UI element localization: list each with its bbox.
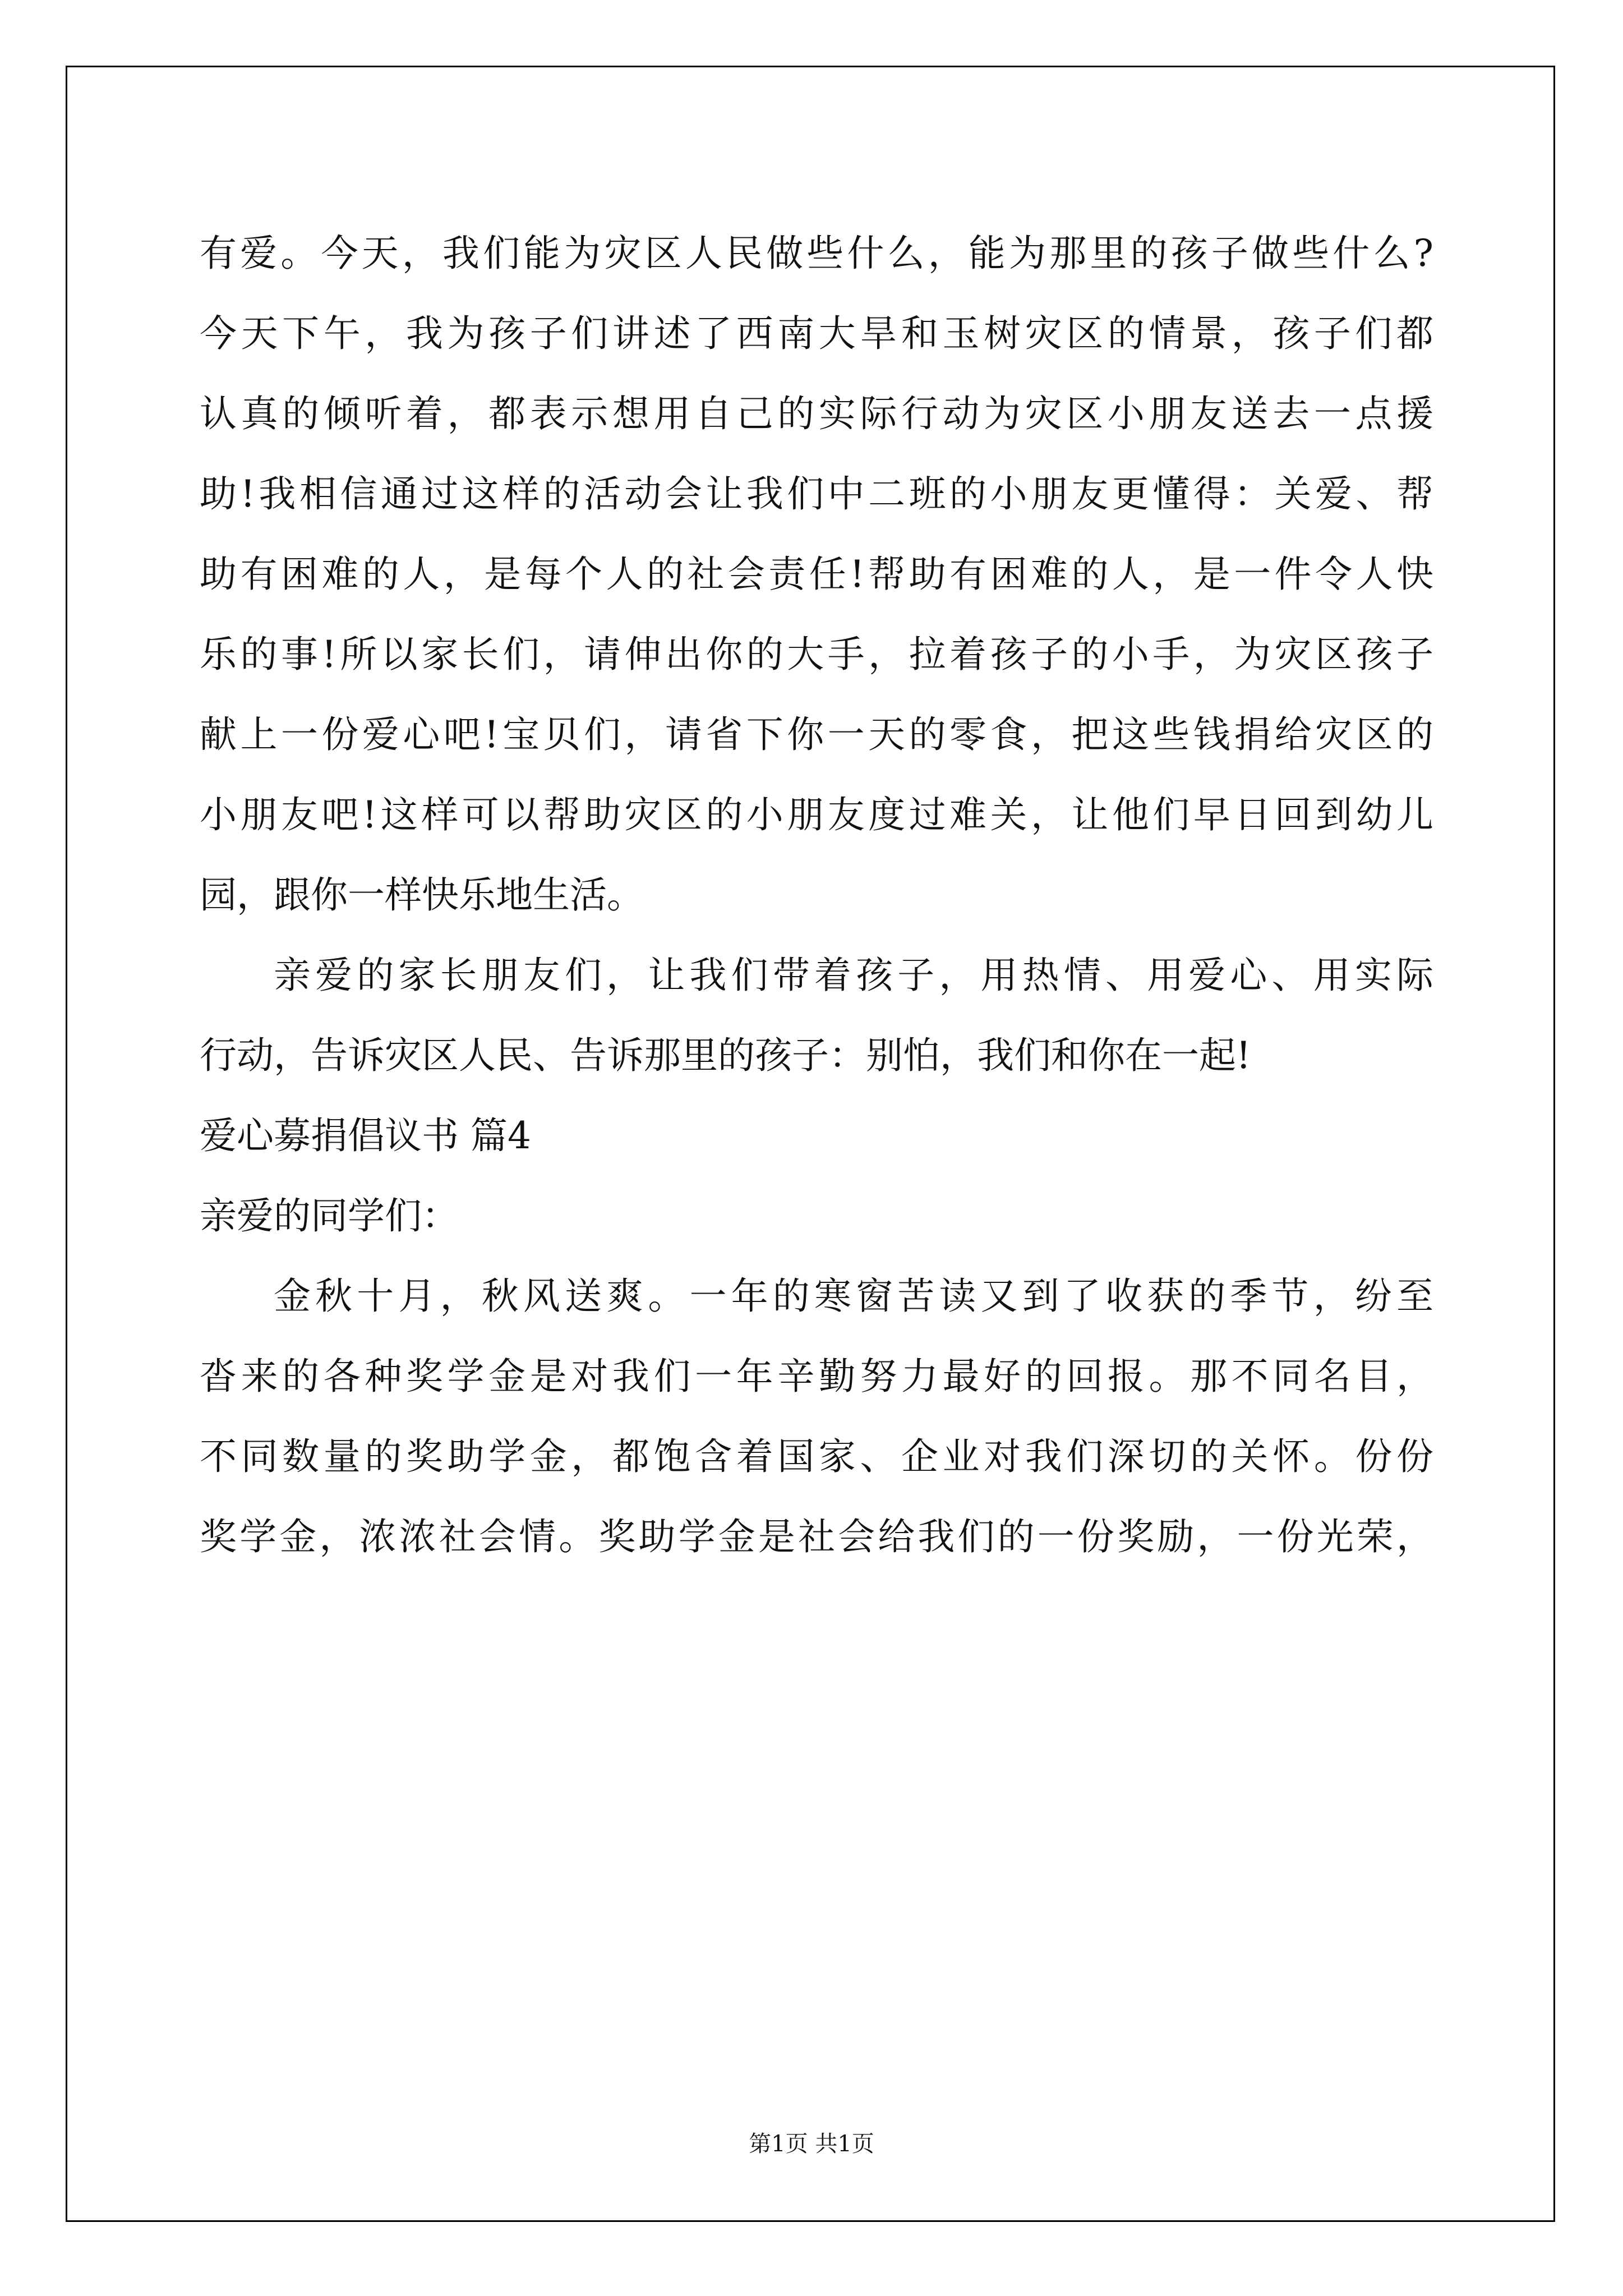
text-line: 园，跟你一样快乐地生活。 (200, 873, 644, 917)
text-line: 有爱。今天，我们能为灾区人民做些什么，能为那里的孩子做些什么? (200, 232, 1433, 275)
text-line: 助有困难的人，是每个人的社会责任!帮助有困难的人，是一件令人快 (200, 553, 1433, 596)
salutation: 亲爱的同学们： (200, 1194, 459, 1237)
text-line: 不同数量的奖助学金，都饱含着国家、企业对我们深切的关怀。份份 (200, 1435, 1433, 1478)
paragraph-start-line: 金秋十月，秋风送爽。一年的寒窗苦读又到了收获的季节，纷至 (274, 1274, 1433, 1318)
section-heading: 爱心募捐倡议书 篇4 (200, 1114, 531, 1157)
text-line: 今天下午，我为孩子们讲述了西南大旱和玉树灾区的情景，孩子们都 (200, 312, 1433, 355)
text-line: 行动，告诉灾区人民、告诉那里的孩子：别怕，我们和你在一起! (200, 1034, 1251, 1077)
page-footer: 第1页 共1页 (749, 2131, 874, 2157)
text-line: 献上一份爱心吧!宝贝们，请省下你一天的零食，把这些钱捐给灾区的 (200, 713, 1433, 756)
text-line: 沓来的各种奖学金是对我们一年辛勤努力最好的回报。那不同名目， (200, 1355, 1433, 1398)
text-line: 认真的倾听着，都表示想用自己的实际行动为灾区小朋友送去一点援 (200, 392, 1433, 435)
text-line: 助!我相信通过这样的活动会让我们中二班的小朋友更懂得：关爱、帮 (200, 472, 1433, 516)
paragraph-start-line: 亲爱的家长朋友们，让我们带着孩子，用热情、用爱心、用实际 (274, 954, 1433, 997)
text-line: 小朋友吧!这样可以帮助灾区的小朋友度过难关，让他们早日回到幼儿 (200, 793, 1433, 836)
document-body (200, 213, 1433, 1577)
text-line: 乐的事!所以家长们，请伸出你的大手，拉着孩子的小手，为灾区孩子 (200, 633, 1433, 676)
text-line: 奖学金，浓浓社会情。奖助学金是社会给我们的一份奖励，一份光荣， (200, 1515, 1433, 1558)
